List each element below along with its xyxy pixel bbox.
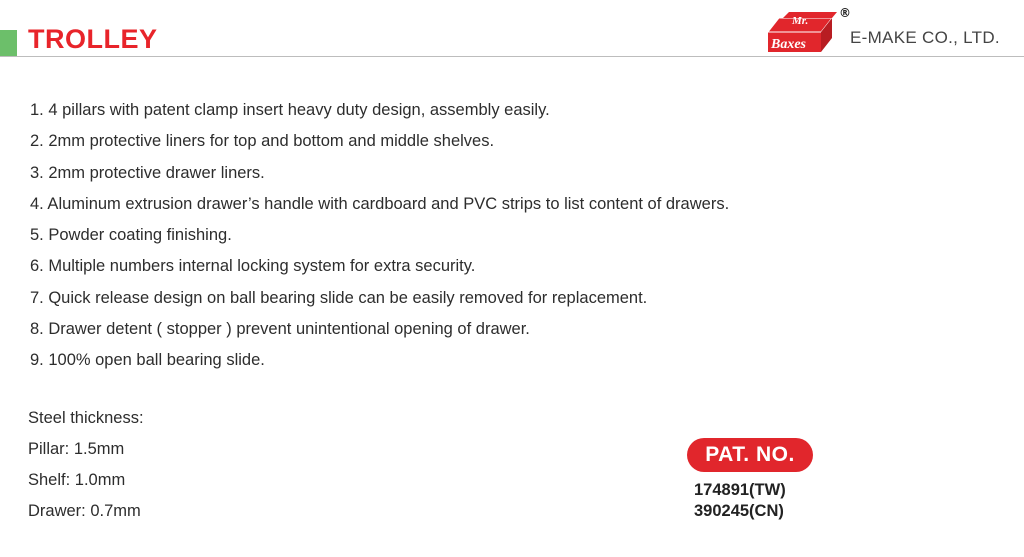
shelf-thickness: Shelf: 1.0mm: [28, 471, 126, 489]
patent-number-cn: 390245(CN): [694, 502, 784, 520]
feature-list: [30, 95, 729, 377]
feature-item: 3. 2mm protective drawer liners.: [30, 163, 265, 182]
feature-item: 7. Quick release design on ball bearing slide can be easily removed for replacement.: [30, 288, 648, 307]
logo-text-top: Mr.: [792, 15, 809, 27]
patent-badge: PAT. NO.: [687, 438, 813, 472]
header-divider: [0, 56, 1024, 57]
feature-item: 4. Aluminum extrusion drawer’s handle with cardboard and PVC strips to list content of drawers.: [30, 194, 730, 213]
drawer-thickness: Drawer: 0.7mm: [28, 502, 141, 520]
patent-numbers: [694, 480, 786, 522]
company-name: E-MAKE CO., LTD.: [850, 28, 1000, 47]
page-title: TROLLEY: [28, 24, 158, 54]
title-accent-tab: [0, 30, 17, 57]
patent-number-tw: 174891(TW): [694, 481, 786, 499]
feature-item: 5. Powder coating finishing.: [30, 226, 232, 245]
feature-item: 1. 4 pillars with patent clamp insert heavy duty design, assembly easily.: [30, 101, 550, 119]
feature-item: 8. Drawer detent ( stopper ) prevent unintentional opening of drawer.: [30, 320, 530, 339]
feature-item: 6. Multiple numbers internal locking system for extra security.: [30, 257, 476, 276]
pillar-thickness: Pillar: 1.5mm: [28, 440, 125, 458]
feature-item: 9. 100% open ball bearing slide.: [30, 351, 265, 370]
steel-thickness-heading: Steel thickness:: [28, 409, 144, 427]
feature-item: 2. 2mm protective liners for top and bottom and middle shelves.: [30, 132, 495, 151]
steel-thickness-section: [28, 403, 144, 527]
mr-baxes-logo: [765, 4, 855, 54]
logo-text-bottom: Baxes: [771, 37, 806, 52]
registered-mark: ®: [839, 6, 851, 20]
